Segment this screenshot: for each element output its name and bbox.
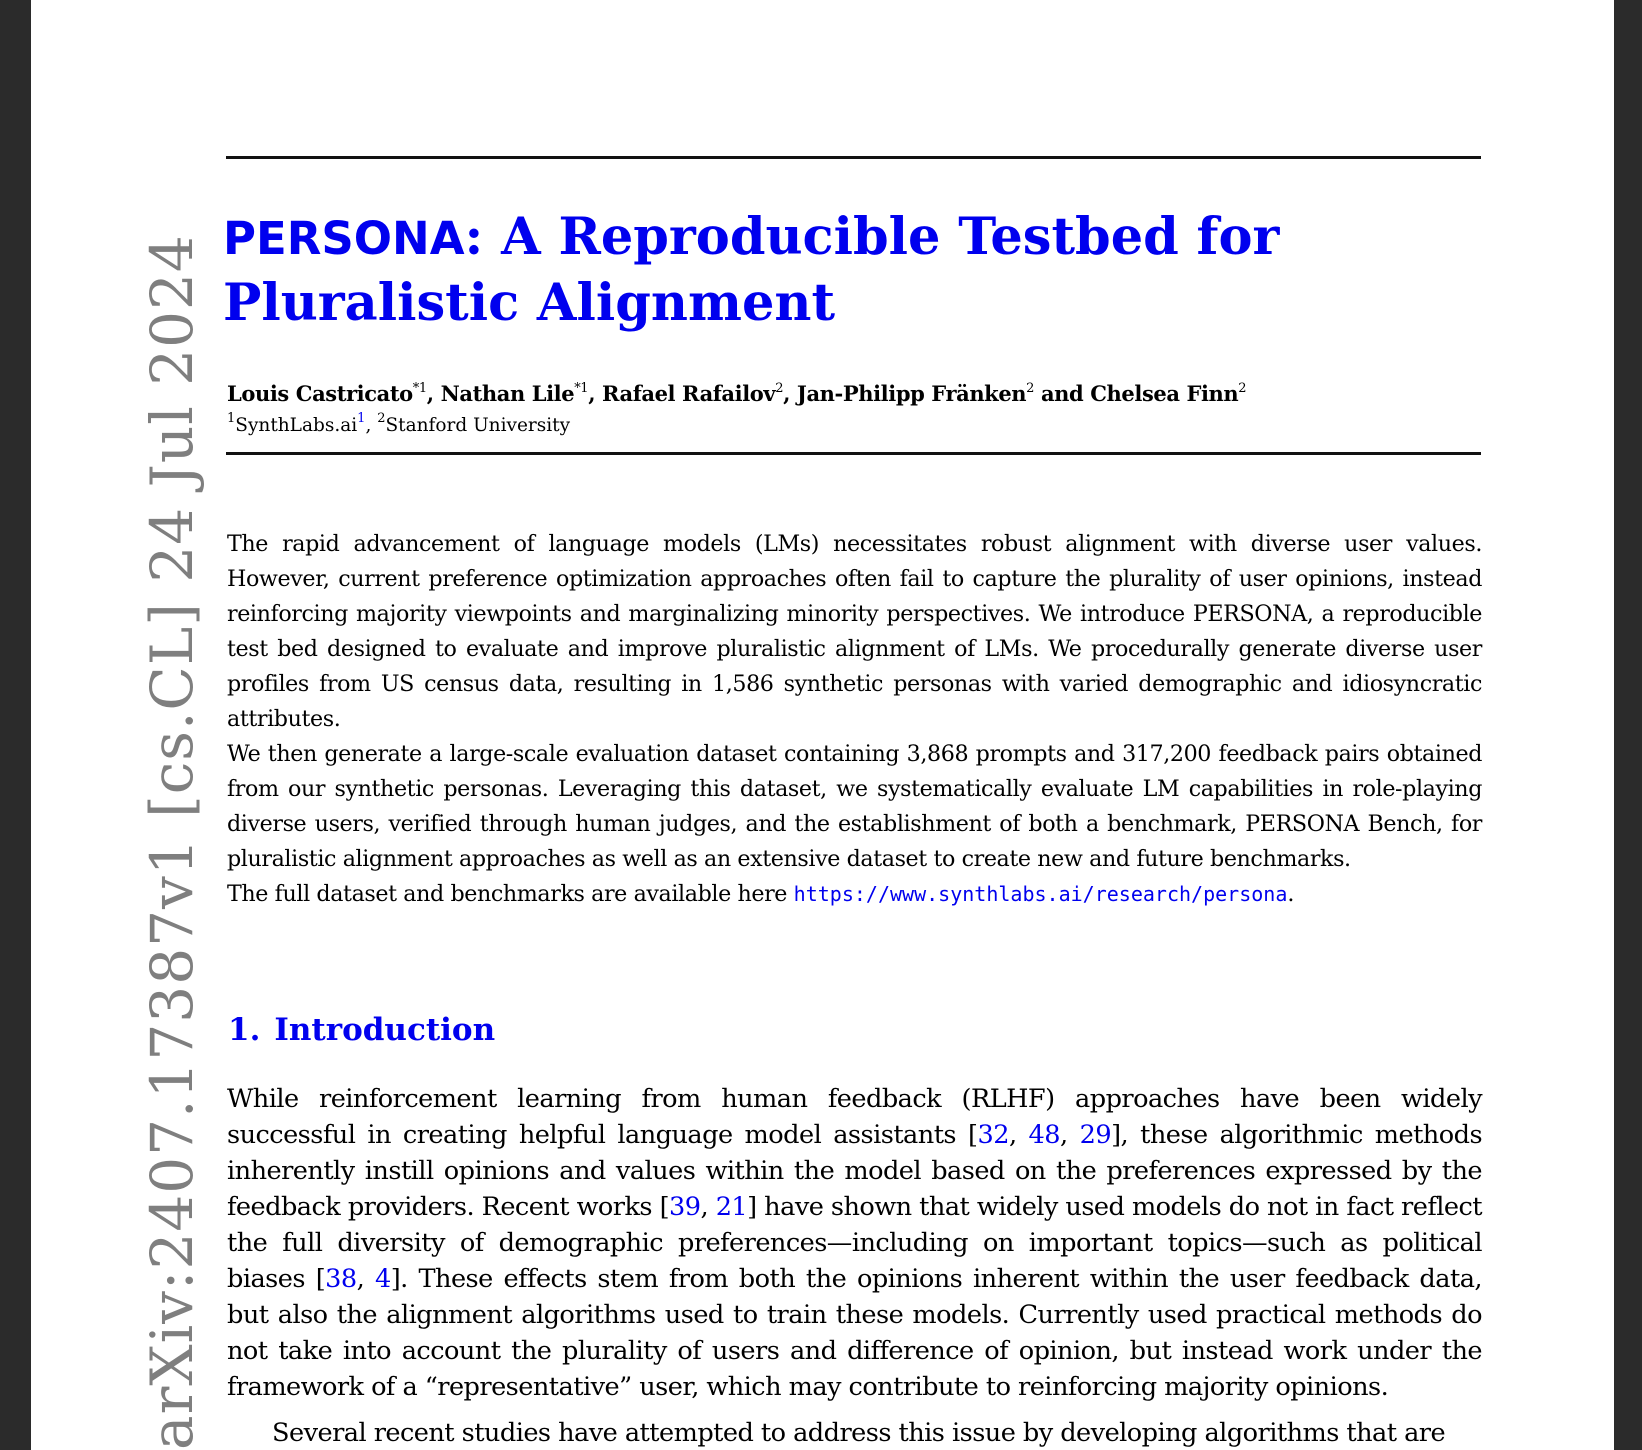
author-name: Rafael Rafailov xyxy=(602,381,776,406)
body-text: ]. These effects stem from both the opinions inherent within the user feedback data, but also the alignment algorithms used to train these models. Currently used practical methods do not take into account the plurality of users and difference of opinion, but instead work under the framework of a “representative” user, which may contribute to reinforcing majority opinions. xyxy=(227,1264,1482,1402)
affiliation-name: Stanford University xyxy=(385,415,571,436)
abstract-availability-text: The full dataset and benchmarks are available here xyxy=(227,881,794,907)
citation-link[interactable]: 32 xyxy=(977,1120,1009,1150)
author-affiliation-mark: 2 xyxy=(775,381,784,396)
author-affiliation-mark: 2 xyxy=(1238,381,1247,396)
paper-page xyxy=(31,0,1614,1450)
affiliation-mark: 2 xyxy=(377,411,386,426)
author-name: Louis Castricato xyxy=(227,381,413,406)
dataset-url-link[interactable]: https://www.synthlabs.ai/research/persona xyxy=(793,882,1288,906)
abstract-paragraph: The rapid advancement of language models (LMs) necessitates robust alignment with diverse user values. However, current preference optimization approaches often fail to capture the plurality of user opinions, instead reinforcing majority viewpoints and marginalizing minority perspectives. We introduce PERSONA, a reproducible test bed designed to evaluate and improve pluralistic alignment of LMs. We procedurally generate diverse user profiles from US census data, resulting in 1,586 synthetic personas with varied demographic and idiosyncratic attributes. xyxy=(227,531,1482,732)
citation-link[interactable]: 48 xyxy=(1028,1120,1061,1150)
abstract xyxy=(227,527,1482,912)
title-persona-name: PERSONA xyxy=(223,212,465,265)
author-separator: , xyxy=(426,381,441,406)
body-text: While reinforcement learning from human feedback (RLHF) approaches have been widely successful in creating helpful language model assistants [ xyxy=(227,1084,1482,1150)
author-affiliation-mark: 2 xyxy=(1026,381,1035,396)
affiliation-separator: , xyxy=(365,415,378,436)
body-text: ], these algorithmic methods inherently instill opinions and values within the model based on the preferences expressed by the feedback providers. Recent works [ xyxy=(227,1120,1483,1222)
citation-link[interactable]: 29 xyxy=(1079,1120,1112,1150)
arxiv-identifier-stamp: arXiv:2407.17387v1 [cs.CL] 24 Jul 2024 xyxy=(138,234,206,1450)
citation-separator: , xyxy=(1008,1120,1029,1150)
affiliations xyxy=(227,411,571,436)
introduction-body xyxy=(227,1081,1482,1450)
title-rest: : A Reproducible Testbed for Pluralistic Alignment xyxy=(223,207,1280,333)
author-separator: and xyxy=(1034,381,1091,406)
author-name: Jan-Philipp Fränken xyxy=(796,381,1027,406)
citation-separator: , xyxy=(1060,1120,1080,1150)
author-list xyxy=(227,381,1246,406)
citation-separator: , xyxy=(700,1192,716,1222)
top-rule xyxy=(226,156,1481,159)
author-separator: , xyxy=(783,381,797,406)
citation-link[interactable]: 4 xyxy=(374,1264,391,1294)
bottom-rule xyxy=(226,452,1481,455)
body-text: ] have shown that widely used models do not in fact reflect the full diversity of demographic preferences—including on important topics—such as political biases [ xyxy=(227,1192,1483,1294)
affiliation-mark: 1 xyxy=(227,411,236,426)
author-name: Nathan Lile xyxy=(440,381,575,406)
section-title: Introduction xyxy=(274,1012,496,1048)
abstract-paragraph: We then generate a large-scale evaluation dataset containing 3,868 prompts and 317,200 feedback pairs obtained from our synthetic personas. Leveraging this dataset, we systematically evaluate LM capabilities in role-playing diverse users, verified through human judges, and the establishment of both a benchmark, PERSONA Bench, for pluralistic alignment approaches as well as an extensive dataset to create new and future benchmarks. xyxy=(227,741,1482,872)
affiliation-name: SynthLabs.ai xyxy=(235,415,358,436)
paper-title xyxy=(223,205,1493,335)
abstract-period: . xyxy=(1287,881,1295,907)
citation-link[interactable]: 39 xyxy=(669,1192,701,1222)
author-separator: , xyxy=(588,381,603,406)
citation-link[interactable]: 38 xyxy=(325,1264,357,1294)
abstract-paragraph xyxy=(227,877,1482,912)
author-name: Chelsea Finn xyxy=(1090,381,1239,406)
affiliation-footnote-link[interactable]: 1 xyxy=(357,411,366,426)
citation-link[interactable]: 21 xyxy=(715,1192,748,1222)
author-affiliation-mark: *1 xyxy=(412,381,427,396)
body-paragraph xyxy=(227,1081,1482,1405)
author-affiliation-mark: *1 xyxy=(574,381,589,396)
section-heading-introduction xyxy=(228,1008,495,1052)
section-number: 1. xyxy=(228,1012,261,1048)
citation-separator: , xyxy=(356,1264,375,1294)
body-paragraph: Several recent studies have attempted to address this issue by developing algorithms that are xyxy=(272,1418,1446,1448)
